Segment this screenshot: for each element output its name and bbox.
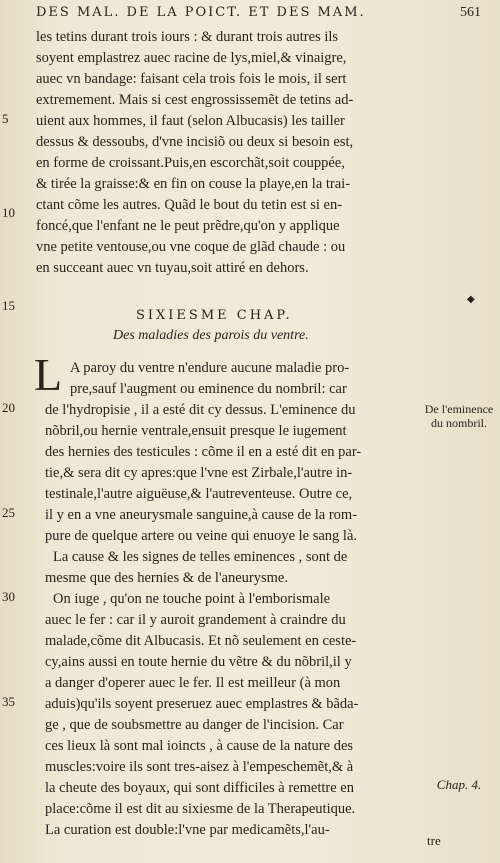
text-line: dessus & dessoubs, d'vne incisiõ ou deux si besoin est, (36, 134, 354, 150)
text-line: auec le fer : car il y auroit grandement à craindre du (45, 612, 346, 628)
text-line: pre,sauf l'augment ou eminence du nombril: car (70, 381, 347, 397)
text-line: La cause & les signes de telles eminences , sont de (53, 549, 348, 565)
running-title: DES MAL. DE LA POICT. ET DES MAM. (36, 5, 366, 20)
text-line: malade,cõme dit Albucasis. Et nõ seulement en ceste- (45, 633, 357, 649)
text-line: nõbril,ou hernie ventrale,ensuit presque le iugement (45, 423, 347, 439)
line-number: 5 (2, 111, 9, 126)
text-line: ge , que de soubsmettre au danger de l'incision. Car (45, 717, 344, 733)
chapter-heading: SIXIESME CHAP. (136, 308, 293, 323)
text-line: a danger d'operer auec le fer. Il est meilleur (à mon (45, 675, 341, 691)
text-line: vne petite ventouse,ou vne coque de glãd chaude : ou (36, 239, 346, 255)
drop-capital: L (34, 349, 63, 400)
text-line: ces lieux là sont mal ioincts , à cause de la nature des (45, 738, 354, 754)
text-line: pure de quelque artere ou veine qui enuoye le sang là. (45, 528, 358, 544)
text-line: ctant cõme les autres. Quãd le bout du tetin est si en- (36, 197, 343, 213)
text-line: mesme que des hernies & de l'aneurysme. (45, 570, 288, 586)
text-line: la cheute des boyaux, qui sont difficiles à remettre en (45, 780, 354, 796)
text-line: auec vn bandage: faisant cela trois fois le mois, il sert (36, 71, 347, 87)
catchword: tre (427, 833, 441, 848)
text-line: & tirée la graisse:& en fin on couse la playe,en la trai- (36, 176, 351, 192)
text-line: foncé,que l'enfant ne le peut prẽdre,qu'on y applique (36, 218, 340, 234)
text-line: soyent emplastrez auec racine de lys,miel,& vinaigre, (36, 50, 347, 66)
text-line: extremement. Mais si cest engrossissemẽt de tetins ad- (36, 92, 354, 108)
page-number: 561 (460, 5, 481, 20)
margin-note-chapter: Chap. 4. (436, 777, 482, 792)
top-paragraph (36, 27, 476, 279)
text-line: cy,ains aussi en toute hernie du vẽtre & du nõbril,il y (45, 654, 352, 670)
text-line: A paroy du ventre n'endure aucune maladie pro- (70, 360, 350, 376)
text-line: aduis)qu'ils soyent preseruez auec emplastres & bãda- (45, 696, 359, 712)
text-line: On iuge , qu'on ne touche point à l'emborismale (53, 591, 331, 607)
text-line: uient aux hommes, il faut (selon Albucasis) les tailler (36, 113, 345, 129)
text-line: de l'hydropisie , il a esté dit cy dessus. L'eminence du (45, 402, 356, 418)
ornament-mark: ◆ (467, 294, 475, 305)
line-number: 10 (2, 205, 15, 220)
text-line: en forme de croissant.Puis,en escorchãt,soit couppée, (36, 155, 345, 171)
chapter-subtitle: Des maladies des parois du ventre. (113, 328, 309, 343)
line-number: 30 (2, 589, 15, 604)
chapter-paragraph (45, 400, 423, 841)
line-number: 20 (2, 400, 15, 415)
text-line: en succeant auec vn tuyau,soit attiré en dehors. (36, 260, 309, 276)
text-line: La curation est double:l'vne par medicamẽts,l'au- (45, 822, 330, 838)
line-number: 25 (2, 505, 15, 520)
text-line: les tetins durant trois iours : & durant trois autres ils (36, 29, 339, 45)
text-line: testinale,l'autre aiguëuse,& l'autreventeuse. Outre ce, (45, 486, 353, 502)
line-number: 35 (2, 694, 15, 709)
text-line: muscles:voire ils sont tres-aisez à l'empeschemẽt,& à (45, 759, 354, 775)
chapter-lines-indented (70, 358, 424, 400)
text-line: tie,& sera dit cy apres:que l'vne est Zirbale,l'autre in- (45, 465, 353, 481)
line-number: 15 (2, 298, 15, 313)
margin-note: De l'eminence du nombril. (424, 402, 494, 430)
text-line: place:cõme il est dit au sixiesme de la Therapeutique. (45, 801, 356, 817)
text-line: il y en a vne aneurysmale sanguine,à cause de la rom- (45, 507, 358, 523)
text-line: des hernies des testicules : cõme il en a esté dit en par- (45, 444, 362, 460)
